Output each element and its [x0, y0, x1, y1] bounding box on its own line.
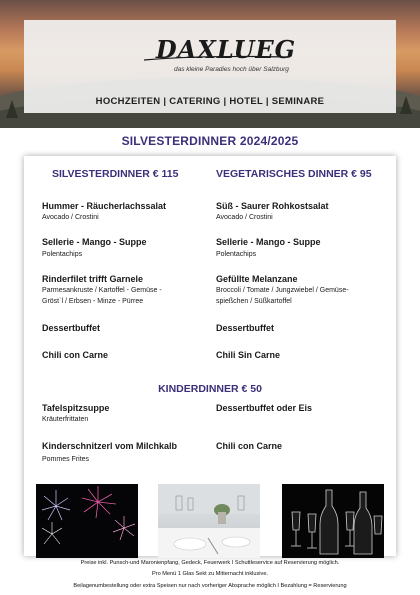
- dish-name: Sellerie - Mango - Suppe: [42, 237, 147, 247]
- dish-description: Polentachips: [216, 251, 257, 258]
- dish-name: Dessertbuffet oder Eis: [216, 403, 313, 413]
- dish-name: Kinderschnitzerl vom Milchkalb: [42, 441, 178, 451]
- dish-name: Chili con Carne: [216, 441, 283, 451]
- dish-name: Hummer - Räucherlachssalat: [42, 201, 167, 211]
- footer-note: Preise inkl. Punsch-und Maronienpfang, Gedeck, Feuerwerk I Schuttleservice auf Reservierung möglich.: [80, 560, 340, 566]
- menu-title-right: VEGETARISCHES DINNER € 95: [216, 168, 372, 180]
- dish-name: Dessertbuffet: [42, 323, 101, 333]
- page-title: SILVESTERDINNER 2024/2025: [121, 134, 299, 148]
- menu-title-left: SILVESTERDINNER € 115: [52, 168, 179, 180]
- dish-description: Parmesankruste / Kartoffel - Gemüse -: [42, 287, 162, 294]
- fireworks-photo: [36, 484, 138, 558]
- dish-name: Chili Sin Carne: [216, 350, 281, 360]
- dish-name: Rinderfilet trifft Garnele: [42, 274, 144, 284]
- dish-description: Pommes Frites: [42, 456, 90, 463]
- logo-swoosh-icon: [142, 54, 292, 62]
- dish-name: Dessertbuffet: [216, 323, 275, 333]
- dish-name: Tafelspitzsuppe: [42, 403, 110, 413]
- logo: DAXLUEG: [155, 35, 297, 64]
- dish-description: Gröst`l / Erbsen - Minze - Pürree: [42, 298, 144, 305]
- dish-name: Chili con Carne: [42, 350, 109, 360]
- header-banner: [0, 0, 420, 128]
- champagne-glasses-icon: [282, 484, 384, 558]
- tree-silhouette: [400, 96, 412, 114]
- table-setting-icon: [158, 484, 260, 558]
- main-navigation[interactable]: HOCHZEITEN | CATERING | HOTEL | SEMINARE: [95, 96, 325, 107]
- table-setting-photo: [158, 484, 260, 558]
- dish-description: Kräuterfrittaten: [42, 416, 89, 423]
- footer-note: Beilagenumbestellung oder extra Speisen nur nach vorheriger Absprache möglich I Bezahlung = Reservierung: [73, 583, 347, 589]
- kids-menu-title: KINDERDINNER € 50: [158, 383, 262, 395]
- dish-description: Polentachips: [42, 251, 83, 258]
- champagne-photo: [282, 484, 384, 558]
- dish-description: spießchen / Süßkartoffel: [216, 298, 292, 305]
- logo-panel: [24, 20, 396, 113]
- dish-name: Süß - Saurer Rohkostsalat: [216, 201, 329, 211]
- dish-name: Sellerie - Mango - Suppe: [216, 237, 321, 247]
- tagline: das kleine Paradies hoch über Salzburg: [174, 66, 289, 73]
- footer-note: Pro Menü 1 Glas Sekt zu Mitternacht inklusive.: [152, 571, 268, 577]
- dish-description: Broccoli / Tomate / Jungzwiebel / Gemüse-: [216, 287, 349, 294]
- dish-description: Avocado / Crostini: [42, 214, 99, 221]
- dish-name: Gefüllte Melanzane: [216, 274, 298, 284]
- dish-description: Avocado / Crostini: [216, 214, 273, 221]
- tree-silhouette: [6, 100, 18, 118]
- fireworks-icon: [36, 484, 138, 558]
